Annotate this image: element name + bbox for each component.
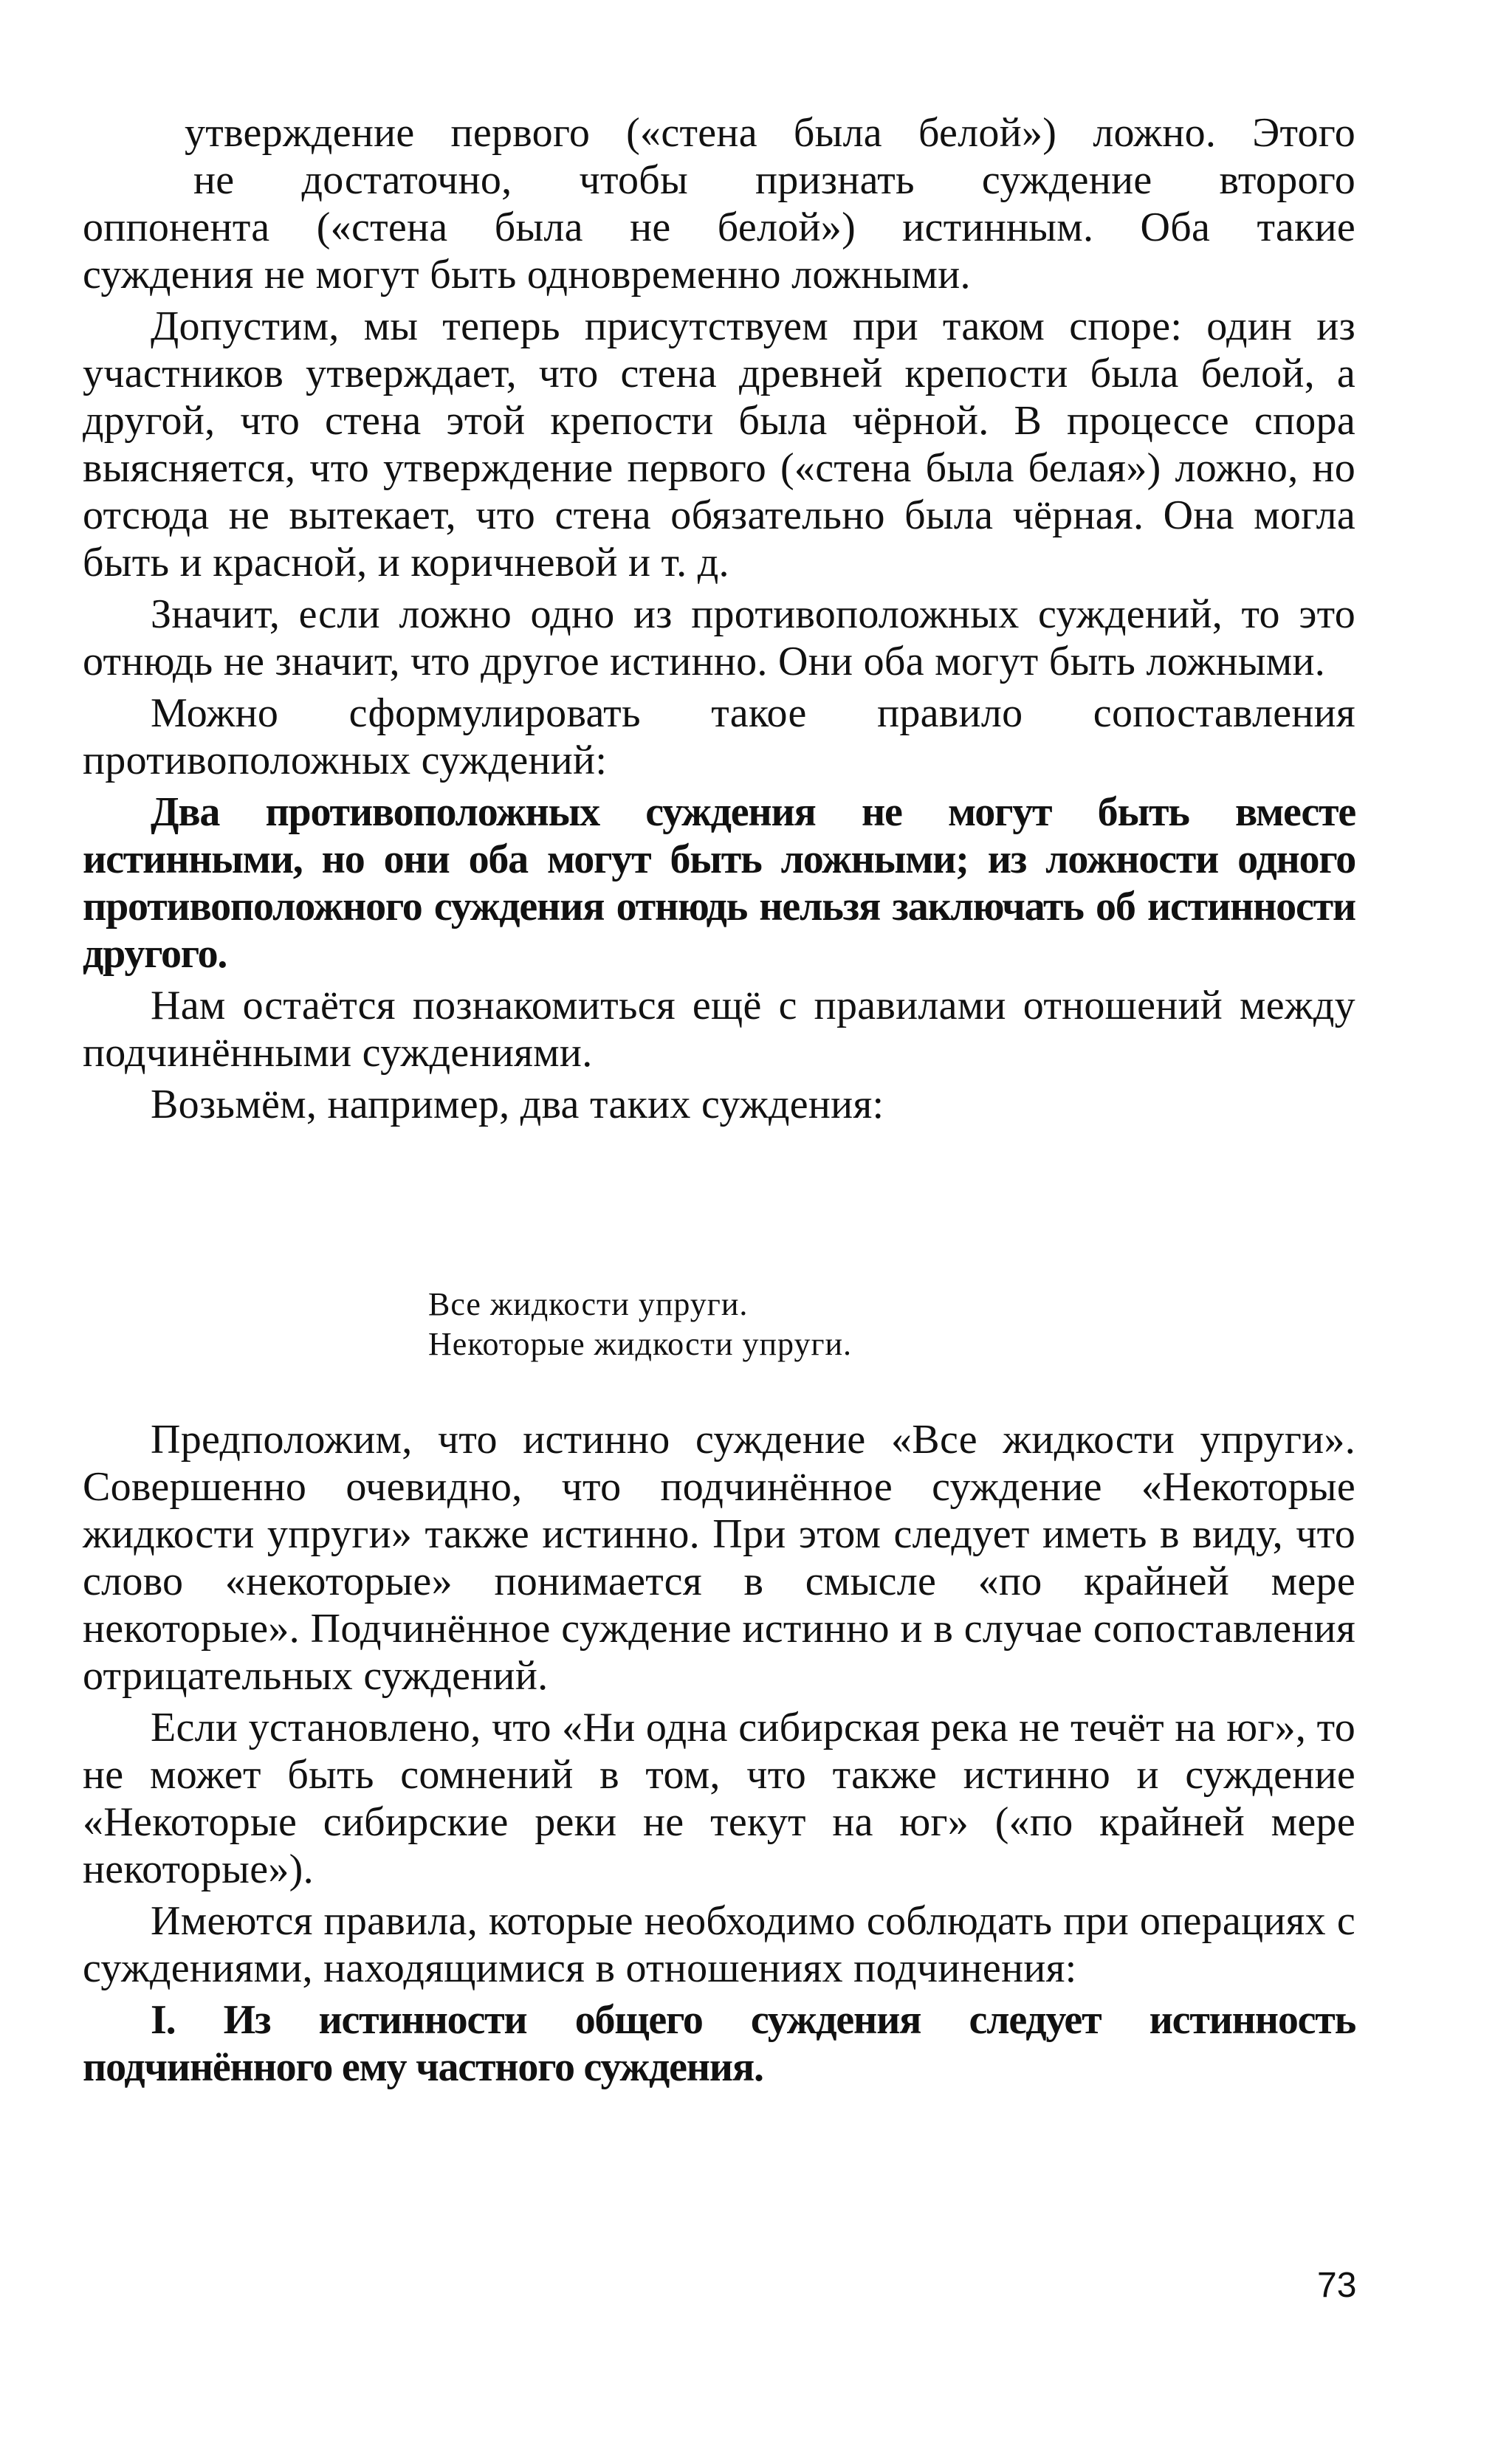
example-line: Все жидкости упруги.: [428, 1286, 749, 1322]
paragraph: Предположим, что истинно суждение «Все жидкости упруги». Совершенно очевидно, что подчинённое суждение «Некоторые жидкости упруги» также истинно. При этом следует иметь в виду, что слово «некоторые» понимается в смысле «по крайней мере некоторые». Подчинённое суждение истинно и в случае сопоставления отрицательных суждений.: [83, 1417, 1355, 1699]
rule-statement: Два противоположных суждения не могут быть вместе истинными, но они оба могут быть ложными; из ложности одного противоположного суждения отнюдь нельзя заключать об истинности другого.: [83, 789, 1355, 977]
text-line: оппонента («стена была не белой») истинным. Оба такие: [83, 205, 1355, 250]
paragraph: Имеются правила, которые необходимо соблюдать при операциях с суждениями, находящимися в отношениях подчинения:: [83, 1898, 1355, 1991]
page-number: 73: [1317, 2266, 1357, 2305]
text-line: утверждение первого («стена была белой») ложно. Этого: [185, 110, 1355, 156]
rule-statement: I. Из истинности общего суждения следует истинность подчинённого ему частного суждения.: [83, 1997, 1355, 2090]
paragraph: Возьмём, например, два таких суждения:: [151, 1082, 884, 1127]
paragraph: Можно сформулировать такое правило сопоставления противоположных суждений:: [83, 690, 1355, 783]
text-block-bottom: [83, 1416, 1355, 2091]
example-line: Некоторые жидкости упруги.: [428, 1326, 853, 1362]
paragraph: Допустим, мы теперь присутствуем при таком споре: один из участников утверждает, что стена древней крепости была белой, а другой, что стена этой крепости была чёрной. В процессе спора выясняется, что утверждение первого («стена была белая») ложно, но отсюда не вытекает, что стена обязательно была чёрная. Она могла быть и красной, и коричневой и т. д.: [83, 303, 1355, 585]
paragraph: Нам остаётся познакомиться ещё с правилами отношений между подчинёнными суждениями.: [83, 983, 1355, 1076]
paragraph: Значит, если ложно одно из противоположных суждений, то это отнюдь не значит, что другое истинно. Они оба могут быть ложными.: [83, 591, 1355, 684]
text-line: суждения не могут быть одновременно ложными.: [83, 252, 971, 298]
text-block-top: [83, 109, 1355, 1128]
paragraph: Если установлено, что «Ни одна сибирская река не течёт на юг», то не может быть сомнений в том, что также истинно и суждение «Некоторые сибирские реки не текут на юг» («по крайней мере некоторые»).: [83, 1705, 1355, 1892]
text-line: не достаточно, чтобы признать суждение второго: [193, 157, 1355, 203]
paragraph-continuation: [83, 109, 1355, 298]
example-judgements: [428, 1285, 852, 1364]
